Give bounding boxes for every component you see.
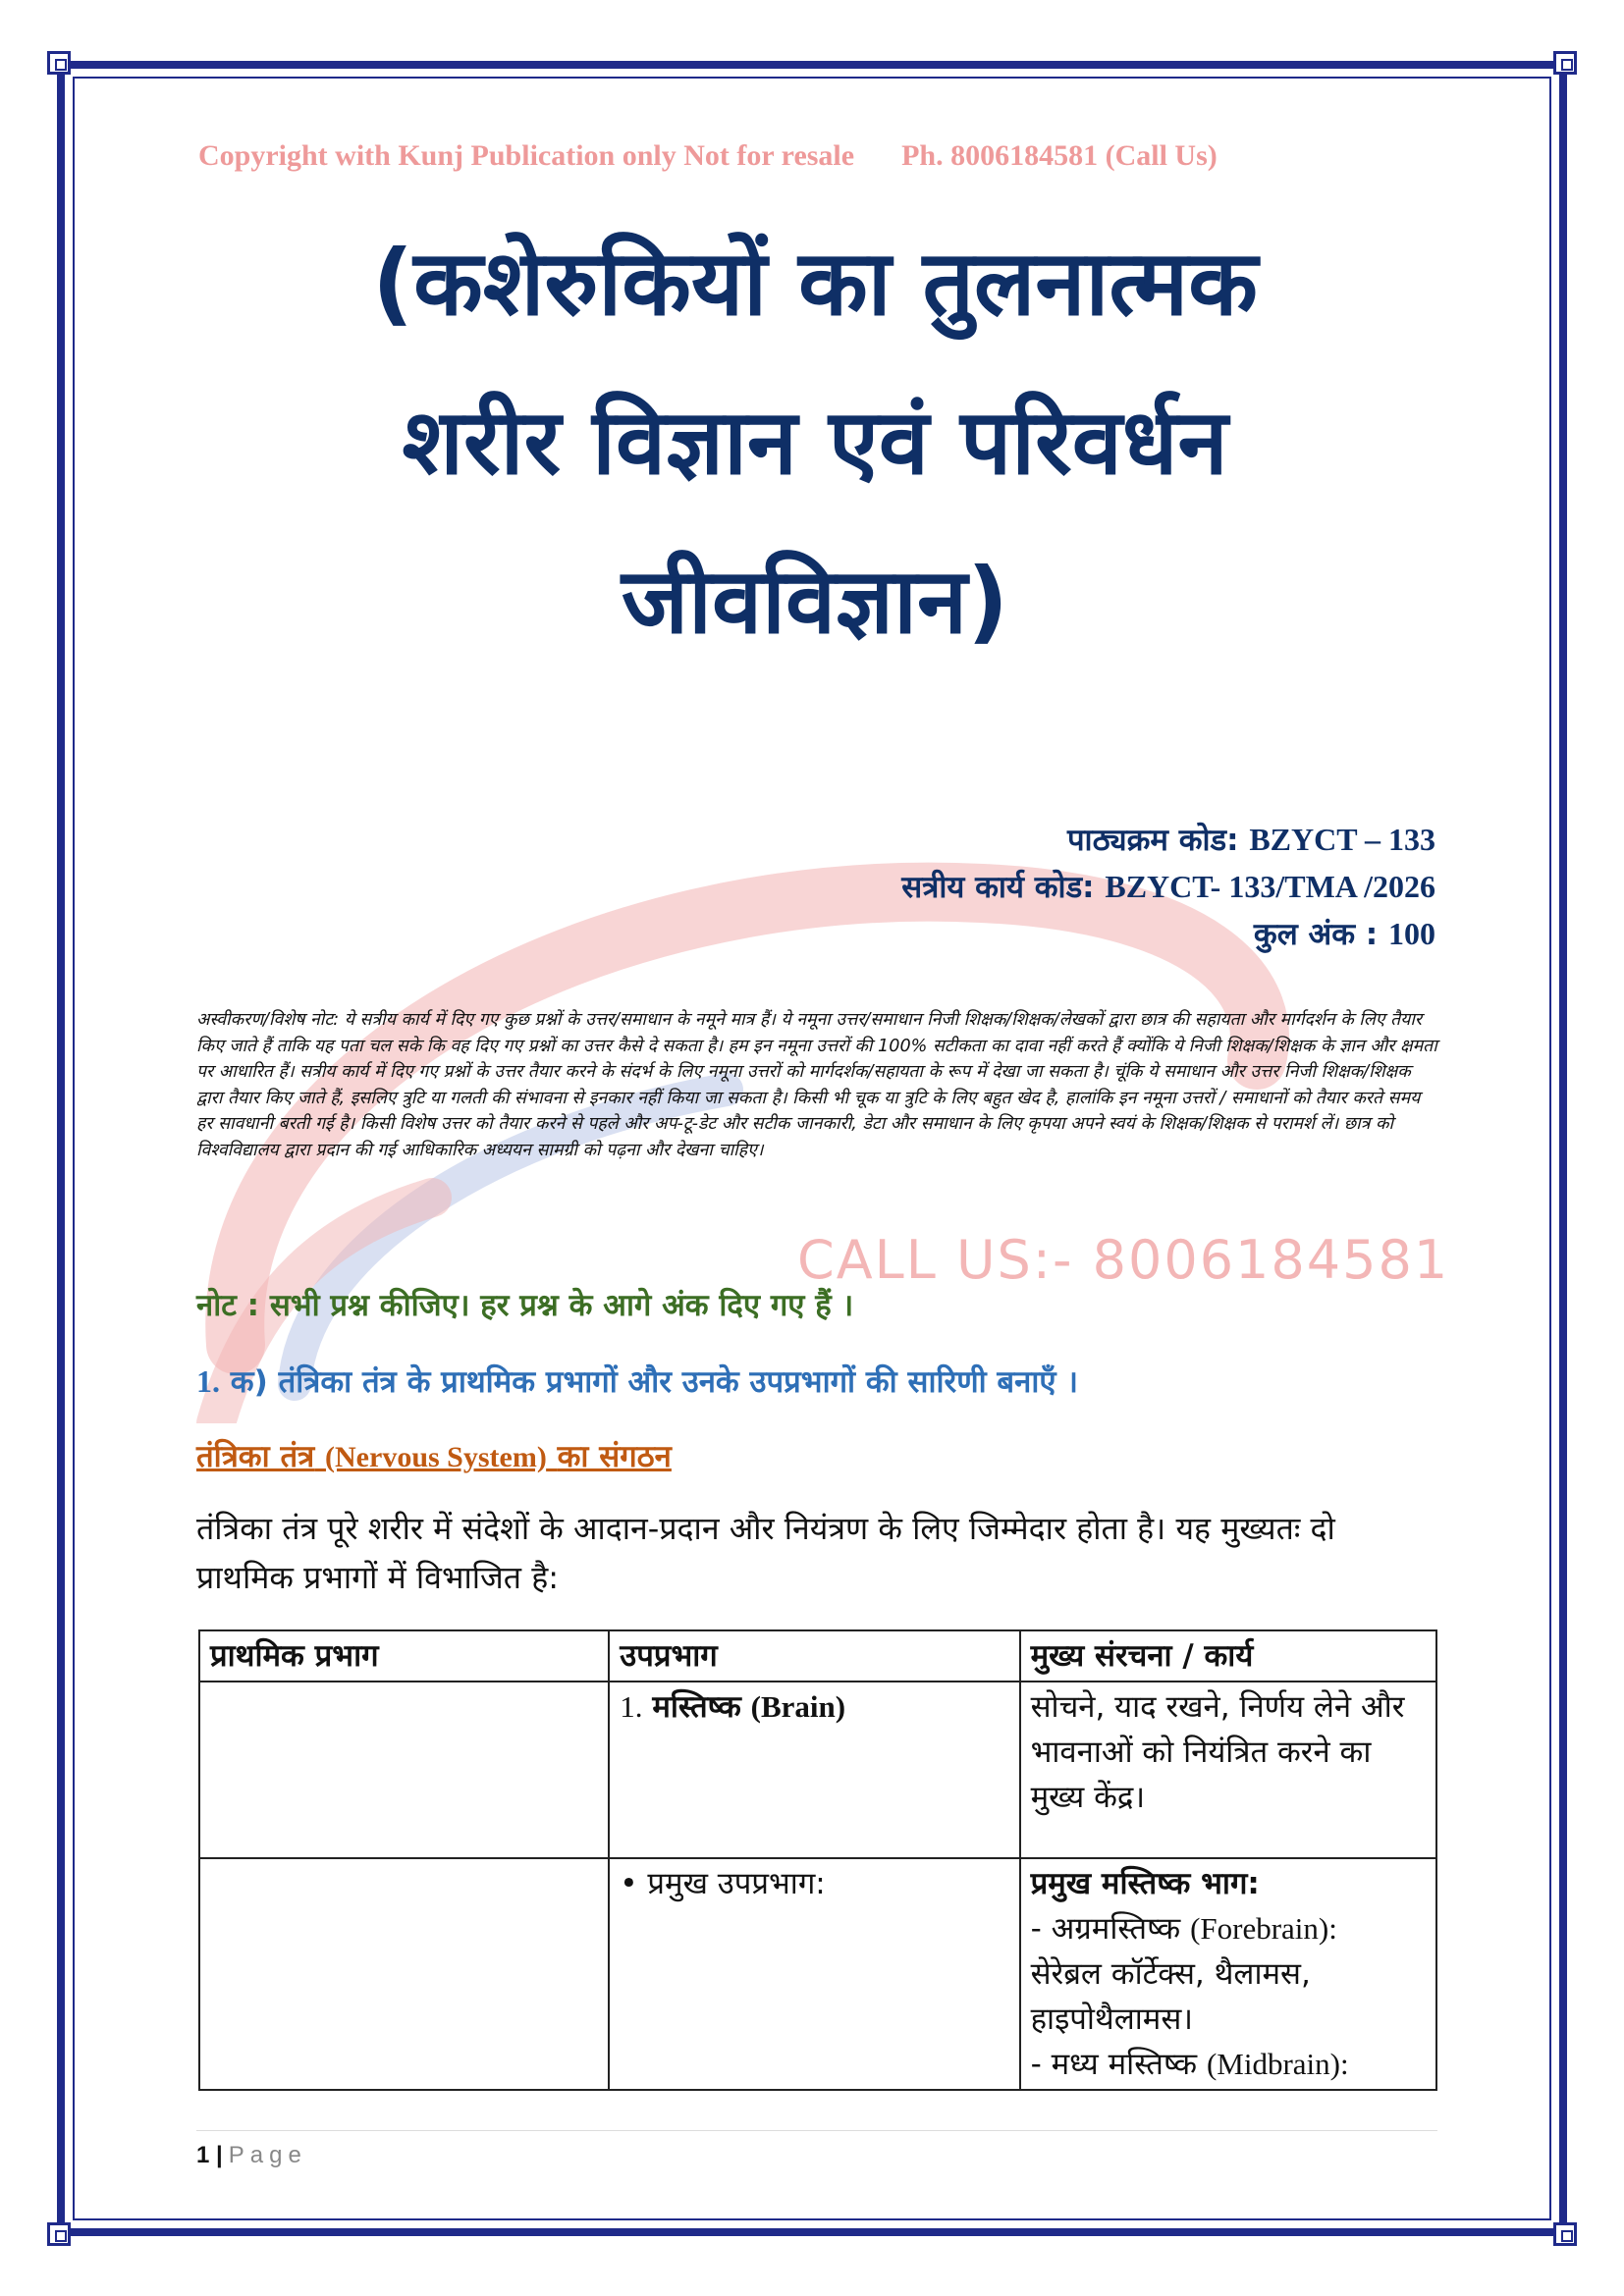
- assignment-code-value: BZYCT- 133/TMA /2026: [1105, 869, 1435, 904]
- table-row: [199, 1682, 1436, 1858]
- heading-hindi-2: का संगठन: [557, 1439, 672, 1474]
- question-text: क) तंत्रिका तंत्र के प्राथमिक प्रभागों और उनके उपप्रभागों की सारिणी बनाएँ ।: [230, 1364, 1079, 1400]
- brain-part-midbrain: [1031, 2042, 1426, 2087]
- title-line-3: जीवविज्ञान): [621, 549, 1009, 654]
- page-footer: [196, 2142, 307, 2169]
- subdivision-number: 1.: [620, 1689, 643, 1724]
- course-code-label: पाठ्यक्रम कोड:: [1066, 823, 1239, 858]
- table-cell: [1020, 1858, 1436, 2090]
- forebrain-english: (Forebrain):: [1190, 1911, 1337, 1946]
- footer-divider: [196, 2130, 1437, 2131]
- page-label: Page: [228, 2142, 307, 2168]
- phone-text: Ph. 8006184581 (Call Us): [901, 139, 1218, 172]
- table-header-row: [199, 1630, 1436, 1682]
- midbrain-english: (Midbrain):: [1206, 2047, 1349, 2081]
- course-info: [901, 817, 1435, 958]
- title-line-1: (कशेरुकियों का तुलनात्मक: [372, 231, 1258, 336]
- question-number: 1.: [196, 1363, 220, 1399]
- brain-parts-heading: प्रमुख मस्तिष्क भाग:: [1030, 1866, 1260, 1901]
- corner-ornament-top-left: [47, 51, 71, 75]
- table-cell: [609, 1682, 1019, 1858]
- corner-ornament-bottom-right: [1553, 2222, 1577, 2246]
- page-title: [177, 204, 1453, 681]
- copyright-header: [198, 139, 1218, 173]
- disclaimer-text: अस्वीकरण/विशेष नोट: ये सत्रीय कार्य में दिए गए कुछ प्रश्नों के उत्तर/समाधान के नमूने मात्र हैं। ये नमूना उत्तर/समाधान निजी शिक्षक/शिक्षक/लेखकों द्वारा छात्र की सहायता और मार्गदर्शन के लिए तैयार किए जाते हैं ताकि यह पता चल सके कि वह दिए गए प्रश्नों का उत्तर कैसे दे सकता है। हम इन नमूना उत्तरों की 100% सटीकता का दावा नहीं करते हैं क्योंकि ये निजी शिक्षक/शिक्षक के ज्ञान और क्षमता पर आधारित हैं। सत्रीय कार्य में दिए गए प्रश्नों के उत्तर तैयार करने के संदर्भ के लिए नमूना उत्तरों को मार्गदर्शक/सहायता के रूप में देखा जा सकता है। चूंकि ये समाधान और उत्तर निजी शिक्षक/शिक्षक द्वारा तैयार किए जाते हैं, इसलिए त्रुटि या गलती की संभावना से इनकार नहीं किया जा सकता है। किसी भी चूक या त्रुटि के लिए बहुत खेद है, हालांकि इन नमूना उत्तरों / समाधानों को तैयार करते समय हर सावधानी बरती गई है। किसी विशेष उत्तर को तैयार करने से पहले और अप-टू-डेट और सटीक जानकारी, डेटा और समाधान के लिए कृपया अपने स्वयं के शिक्षक/शिक्षक से परामर्श लें। छात्र को विश्वविद्यालय द्वारा प्रदान की गई आधिकारिक अध्ययन सामग्री को पढ़ना और देखना चाहिए।: [196, 1010, 1437, 1160]
- table-header-cell: उपप्रभाग: [609, 1630, 1019, 1682]
- table-header-cell: मुख्य संरचना / कार्य: [1020, 1630, 1436, 1682]
- heading-hindi-1: तंत्रिका तंत्र: [196, 1439, 315, 1474]
- course-code-value: BZYCT – 133: [1249, 822, 1435, 857]
- assignment-code-label: सत्रीय कार्य कोड:: [901, 870, 1095, 905]
- course-code-line: [901, 817, 1435, 864]
- section-heading: [196, 1435, 672, 1476]
- assignment-code-line: [901, 864, 1435, 911]
- page-number: 1: [196, 2142, 210, 2168]
- title-line-2: शरीर विज्ञान एवं परिवर्धन: [402, 390, 1228, 495]
- table-cell: [199, 1682, 609, 1858]
- subdivision-name: मस्तिष्क: [652, 1689, 741, 1725]
- brain-part-forebrain: [1031, 1906, 1426, 1951]
- table-header-cell: प्राथमिक प्रभाग: [199, 1630, 609, 1682]
- forebrain-hindi: - अग्रमस्तिष्क: [1030, 1911, 1181, 1947]
- intro-paragraph: तंत्रिका तंत्र पूरे शरीर में संदेशों के आदान-प्रदान और नियंत्रण के लिए जिम्मेदार होता है। यह मुख्यतः दो प्राथमिक प्रभागों में विभाजित है:: [196, 1510, 1335, 1596]
- table-cell: सोचने, याद रखने, निर्णय लेने और भावनाओं को नियंत्रित करने का मुख्य केंद्र।: [1020, 1682, 1436, 1858]
- nervous-system-table: [198, 1629, 1437, 2091]
- heading-english: (Nervous System): [325, 1441, 547, 1473]
- total-marks-label: कुल अंक :: [1253, 917, 1379, 952]
- footer-separator: |: [216, 2142, 223, 2168]
- copyright-text: Copyright with Kunj Publication only Not for resale: [198, 139, 855, 172]
- total-marks-line: [901, 911, 1435, 958]
- subdivision-english: (Brain): [750, 1689, 846, 1724]
- total-marks-value: 100: [1388, 916, 1435, 951]
- midbrain-hindi: - मध्य मस्तिष्क: [1030, 2047, 1198, 2082]
- table-row: [199, 1858, 1436, 2090]
- forebrain-parts: सेरेब्रल कॉर्टेक्स, थैलामस, हाइपोथैलामस।: [1030, 1956, 1311, 2037]
- instruction-note: नोट : सभी प्रश्न कीजिए। हर प्रश्न के आगे अंक दिए गए हैं ।: [196, 1288, 854, 1323]
- watermark-call-text: CALL US:- 8006184581: [797, 1229, 1450, 1291]
- table-cell: [199, 1858, 609, 2090]
- question-1: [196, 1361, 1078, 1402]
- table-cell: • प्रमुख उपप्रभाग:: [609, 1858, 1019, 2090]
- corner-ornament-top-right: [1553, 51, 1577, 75]
- corner-ornament-bottom-left: [47, 2222, 71, 2246]
